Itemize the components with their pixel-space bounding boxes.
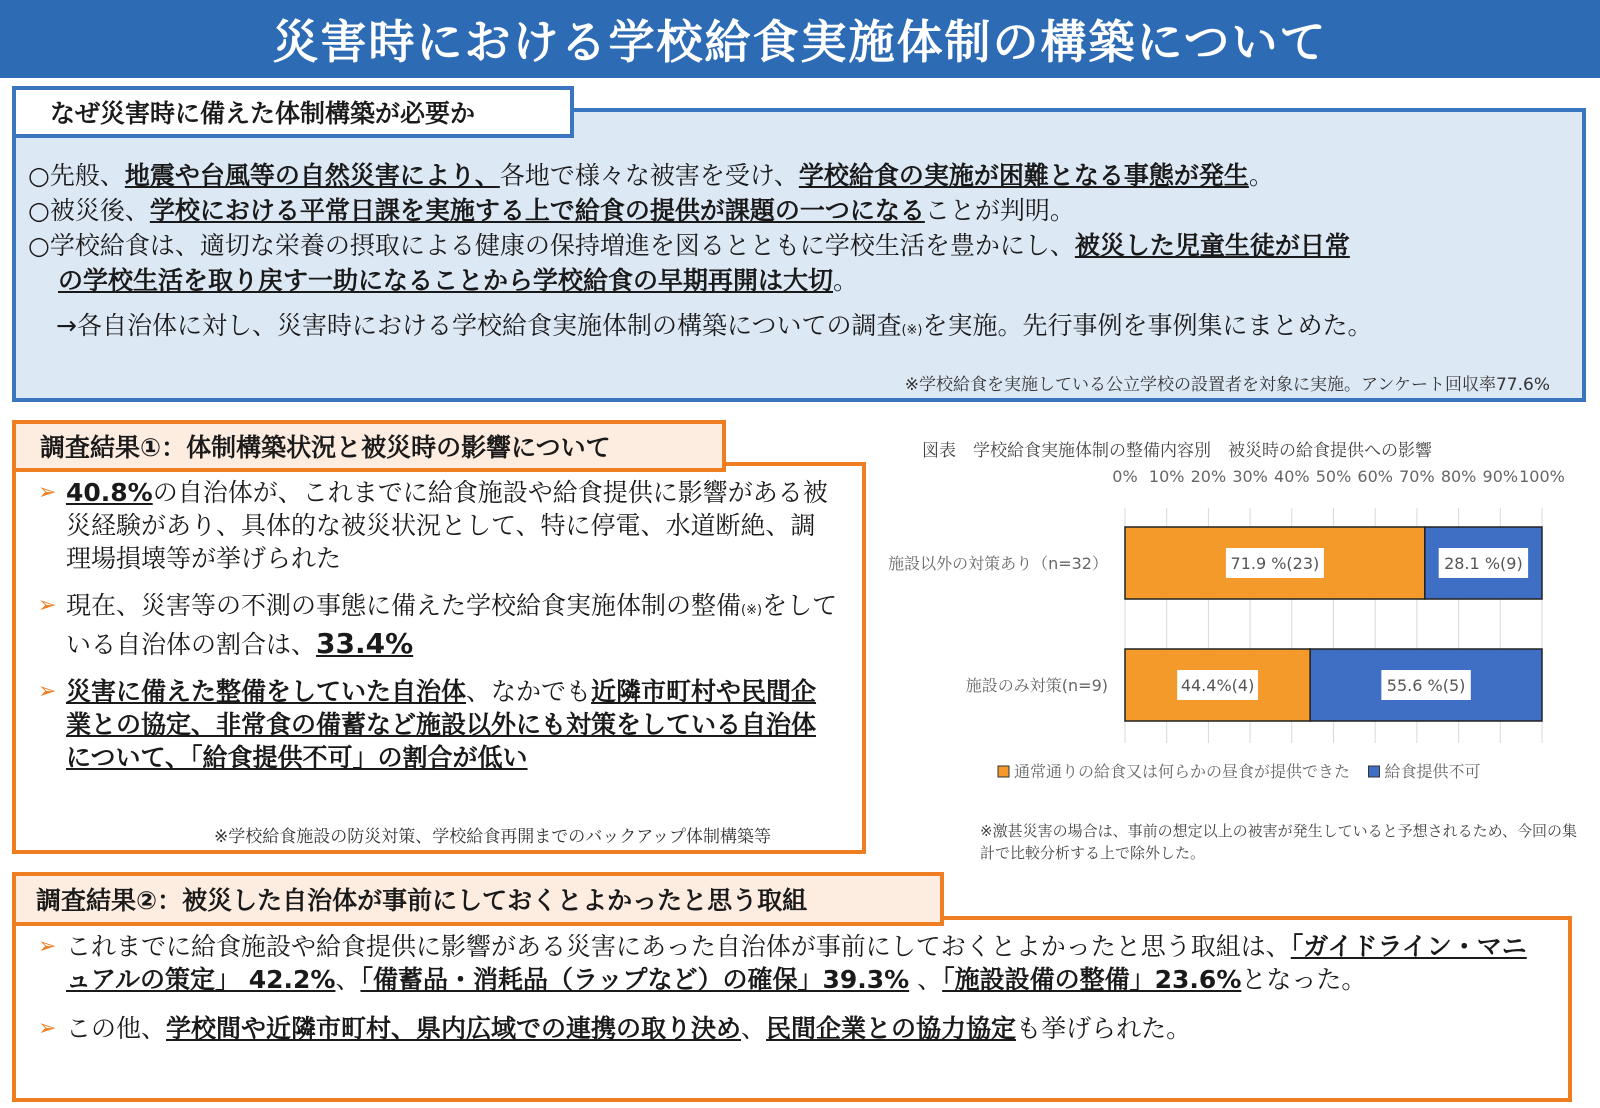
- text: 。: [833, 266, 859, 295]
- arrow-bullet-icon: ➢: [38, 934, 57, 959]
- text: 各地で様々な被害を受け、: [499, 161, 799, 190]
- text: 、: [335, 965, 361, 994]
- text: となった。: [1241, 965, 1367, 994]
- emphasis-text: 地震や台風等の自然災害により、: [124, 161, 500, 190]
- category-label: 施設のみ対策(n=9): [965, 676, 1108, 695]
- emphasis-text: 被災した児童生徒が日常: [1074, 231, 1350, 260]
- category-label: 施設以外の対策あり（n=32）: [888, 554, 1108, 573]
- legend-swatch: [998, 766, 1009, 777]
- stacked-bar-chart: [880, 460, 1600, 800]
- paragraph-4: [28, 308, 1588, 348]
- section1-footnote: ※学校給食を実施している公立学校の設置者を対象に実施。アンケート回収率77.6%: [904, 375, 1550, 395]
- data-label: 71.9 %(23): [1230, 554, 1320, 573]
- legend-swatch: [1369, 766, 1380, 777]
- title-bar: [0, 0, 1600, 78]
- x-tick-label: 0%: [1112, 467, 1138, 486]
- text: 、なかでも: [466, 677, 592, 706]
- emphasis-text: 学校における平常日課を実施する上で給食の提供が課題の一つになる: [149, 196, 925, 225]
- arrow-bullet-icon: ➢: [38, 1016, 57, 1041]
- paragraph-3: [28, 228, 1588, 263]
- text: この他、: [66, 1014, 167, 1043]
- emphasis-text: 「備蓄品・消耗品（ラップなど）の確保」39.3%: [360, 965, 910, 994]
- emphasis-text: 学校間や近隣市町村、県内広域での連携の取り決め: [166, 1014, 742, 1043]
- bullet-item: [38, 930, 1548, 996]
- section2-bullets: [38, 476, 838, 788]
- emphasis-text: 災害に備えた整備をしていた自治体: [66, 677, 467, 706]
- emphasis-text: 近隣市町村や民間企業との協定、非常食の備蓄など施設以外にも対策をしている自治体について、「給食提供不可」の割合が低い: [66, 677, 817, 772]
- section2-heading: 調査結果①：体制構築状況と被災時の影響について: [12, 420, 726, 472]
- bullet-item: [38, 675, 838, 774]
- text: を実施。先行事例を事例集にまとめた。: [922, 311, 1373, 340]
- section3-heading: 調査結果②：被災した自治体が事前にしておくとよかったと思う取組: [12, 872, 944, 926]
- bullet-item: [38, 476, 838, 575]
- text: 、: [909, 965, 943, 994]
- emphasis-text: の学校生活を取り戻す一助になることから学校給食の早期再開は大切: [58, 266, 834, 295]
- emphasis-text: 「施設設備の整備」23.6%: [942, 965, 1242, 994]
- x-tick-label: 100%: [1519, 467, 1565, 486]
- paragraph-1: [28, 158, 1588, 193]
- text: も挙げられた。: [1016, 1014, 1192, 1043]
- chart-footnote: ※激甚災害の場合は、事前の想定以上の被害が発生していると予想されるため、今回の集計で比較分析する上で除外した。: [980, 822, 1577, 862]
- emphasis-text: 「ガイドライン・マニュアルの策定」 42.2%: [66, 932, 1527, 994]
- text: 現在、災害等の不測の事態に備えた学校給食実施体制の整備: [66, 591, 742, 620]
- x-tick-label: 50%: [1315, 467, 1352, 486]
- paragraph-2: [28, 193, 1588, 228]
- x-tick-label: 70%: [1399, 467, 1435, 486]
- text: ○被災後、: [28, 196, 150, 225]
- page-title: 災害時における学校給食実施体制の構築について: [272, 15, 1328, 69]
- x-tick-label: 20%: [1190, 467, 1227, 486]
- section1-heading: なぜ災害時に備えた体制構築が必要か: [12, 86, 574, 138]
- text: →各自治体に対し、災害時における学校給食実施体制の構築についての調査: [56, 311, 902, 340]
- x-tick-label: 40%: [1274, 467, 1310, 486]
- x-tick-label: 30%: [1232, 467, 1268, 486]
- data-label: 28.1 %(9): [1444, 554, 1523, 573]
- arrow-bullet-icon: ➢: [38, 593, 57, 618]
- emphasis-text: 40.8%: [66, 478, 153, 507]
- x-tick-label: 90%: [1482, 467, 1519, 486]
- paragraph-3-cont: [28, 263, 1588, 298]
- x-tick-label: 80%: [1440, 467, 1477, 486]
- x-tick-label: 10%: [1148, 467, 1185, 486]
- section3-bullets: [38, 930, 1548, 1059]
- legend-label: 通常通りの給食又は何らかの昼食が提供できた: [1014, 762, 1351, 781]
- text: 、: [741, 1014, 767, 1043]
- section1-body: [28, 158, 1588, 348]
- footnote-mark: (※): [901, 323, 923, 338]
- emphasis-text: 民間企業との協力協定: [766, 1014, 1017, 1043]
- section2-footnote: ※学校給食施設の防災対策、学校給食再開までのバックアップ体制構築等: [214, 827, 772, 847]
- text: これまでに給食施設や給食提供に影響がある災害にあった自治体が事前にしておくとよかったと思う取組は、: [66, 932, 1291, 961]
- data-label: 44.4%(4): [1180, 676, 1255, 695]
- text: 。: [1248, 161, 1274, 190]
- arrow-bullet-icon: ➢: [38, 480, 57, 505]
- data-label: 55.6 %(5): [1386, 676, 1466, 695]
- x-tick-label: 60%: [1357, 467, 1393, 486]
- bullet-item: [38, 1012, 1548, 1045]
- text: ことが判明。: [924, 196, 1075, 225]
- chart-title: 図表 学校給食実施体制の整備内容別 被災時の給食提供への影響: [922, 441, 1432, 461]
- text: をしている自治体の割合は、: [66, 591, 838, 659]
- emphasis-text: 学校給食の実施が困難となる事態が発生: [798, 161, 1249, 190]
- text: の自治体が、これまでに給食施設や給食提供に影響がある被災経験があり、具体的な被災状況として、特に停電、水道断絶、調理場損壊等が挙げられた: [66, 478, 828, 573]
- emphasis-text: 33.4%: [316, 627, 414, 660]
- arrow-bullet-icon: ➢: [38, 679, 57, 704]
- legend-label: 給食提供不可: [1384, 762, 1481, 781]
- footnote-mark: (※): [741, 603, 763, 618]
- bullet-item: [38, 589, 838, 661]
- text: ○学校給食は、適切な栄養の摂取による健康の保持増進を図るとともに学校生活を豊かにし、: [28, 231, 1075, 260]
- text: ○先般、: [28, 161, 125, 190]
